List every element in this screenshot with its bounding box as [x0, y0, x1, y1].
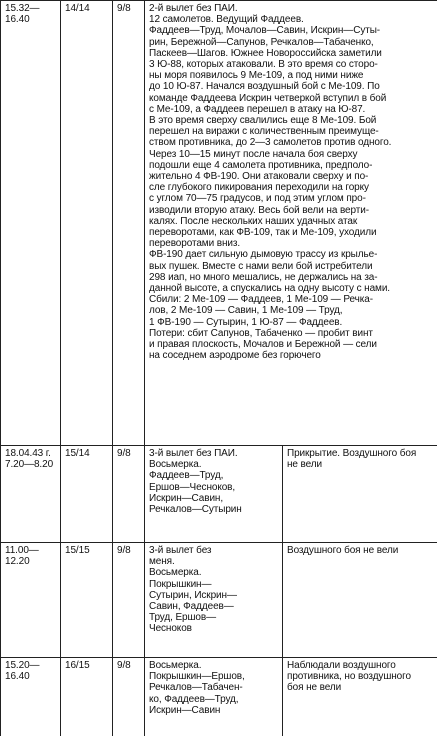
time-cell: 18.04.43 г. 7.20—8.20 [1, 446, 61, 543]
mission-cell: 3-й вылет без ПАИ. Восьмерка. Фаддеев—Труд, Ершов—Чесноков, Искрин—Савин, Речкалов—Сутырин [145, 446, 283, 543]
time-line: 16.40 [5, 14, 30, 26]
time-cell: 15.20— 16.40 [1, 658, 61, 736]
time-cell: 11.00— 12.20 [1, 543, 61, 658]
sortie-number-cell: 15/14 [61, 446, 113, 543]
mission-cell: 3-й вылет без меня. Восьмерка. Покрышкин— Сутырин, Искрин— Савин, Фаддеев— Труд, Ершов— Чесноков [145, 543, 283, 658]
mission-cell: Восьмерка. Покрышкин—Ершов, Речкалов—Табачен- ко, Фаддеев—Труд, Искрин—Савин [145, 658, 283, 736]
table-row [1, 1, 437, 446]
sortie-description-cell: 2-й вылет без ПАИ. 12 самолетов. Ведущий Фаддеев. Фаддеев—Труд, Мочалов—Савин, Искрин—Суты- рин, Бережной—Сапунов, Речкалов—Табаченко, Паскеев—Шагов. Южнее Новороссийска заметили 3 Ю-88, которых атаковали. В это время со сторо- ны моря появилось 9 Ме-109, а под ними ниже до 10 Ю-87. Начался воздушный бой с Ме-109. По команде Фаддеева Искрин четверкой вступил в бой с Ме-109, а Фаддеев перешел в атаку на Ю-87. В это время сверху свалились еще 8 Ме-109. Бой перешел на виражи с количественным преимуще- ством противника, до 2—3 самолетов против одного. Через 10—15 минут после начала боя сверху подошли еще 4 самолета противника, предполо- жительно 4 ФВ-190. Они атаковали сверху и по- сле глубокого пикирования переходили на горку с углом 70—75 градусов, и под этим углом про- изводили вторую атаку. Весь бой вели на верти- калях. После нескольких наших удачных атак переворотами, как ФВ-109, так и Ме-109, уходили переворотами вниз. ФВ-190 дает сильную дымовую трассу из крылье- вых пушек. Вместе с нами вели бой истребители 298 иап, но много мешались, не держались на за- данной высоте, а спускались на одну высоту с нами. Сбили: 2 Ме-109 — Фаддеев, 1 Ме-109 — Речка- лов, 2 Ме-109 — Савин, 1 Ме-109 — Труд, 1 ФВ-190 — Сутырин, 1 Ю-87 — Фаддеев. Потери: сбит Сапунов, Табаченко — пробит винт и правая плоскость, Мочалов и Бережной — сели на соседнем аэродроме без горючего [145, 1, 437, 446]
table-row [1, 658, 437, 736]
table-row [1, 446, 437, 543]
planes-cell: 9/8 [113, 543, 145, 658]
planes-cell: 9/8 [113, 658, 145, 736]
result-cell: Воздушного боя не вели [283, 543, 437, 658]
table-row [1, 543, 437, 658]
result-cell: Прикрытие. Воздушного боя не вели [283, 446, 437, 543]
sortie-number-cell: 16/15 [61, 658, 113, 736]
time-line: 15.32— [5, 3, 40, 14]
sortie-number-cell: 14/14 [61, 1, 113, 446]
planes-cell: 9/8 [113, 1, 145, 446]
planes-cell: 9/8 [113, 446, 145, 543]
time-cell [1, 1, 61, 446]
sortie-number-cell: 15/15 [61, 543, 113, 658]
result-cell: Наблюдали воздушного противника, но воздушного боя не вели [283, 658, 437, 736]
